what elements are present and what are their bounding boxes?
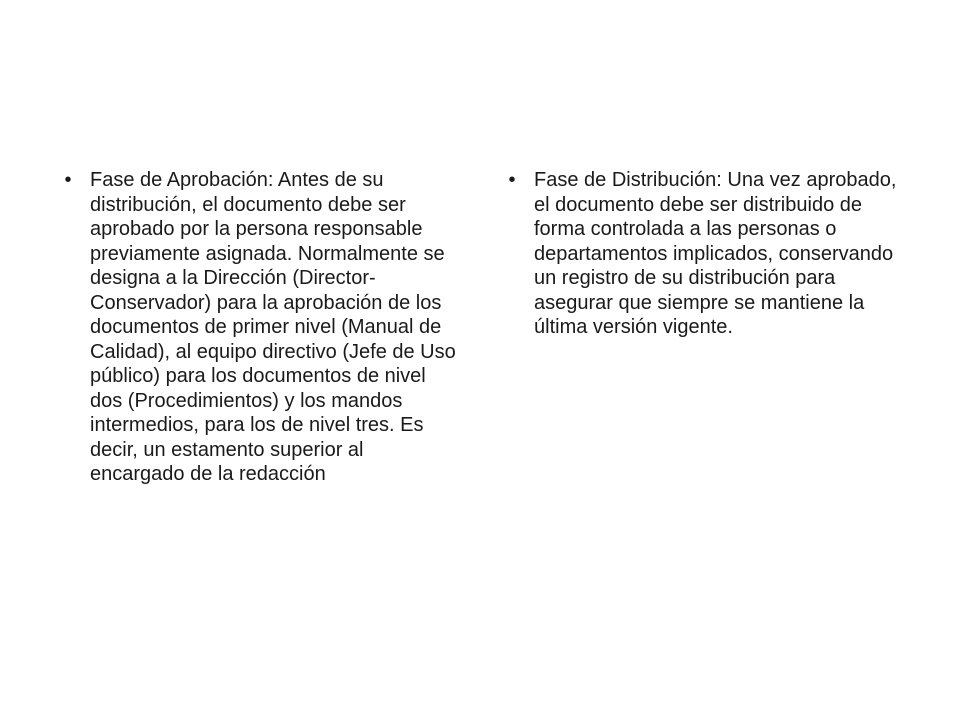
bullet-approval-phase xyxy=(60,168,460,487)
right-column xyxy=(504,168,904,340)
distribution-phase-text: Fase de Distribución: Una vez aprobado, el documento debe ser distribuido de forma controlada a las personas o departamentos implicados, conservando un registro de su distribución para asegurar que siempre se mantiene la última versión vigente. xyxy=(534,169,897,338)
left-column xyxy=(60,168,460,487)
approval-phase-text: Fase de Aprobación: Antes de su distribución, el documento debe ser aprobado por la persona responsable previamente asignada. Normalmente se designa a la Dirección (Director-Conservador) para la aprobación de los documentos de primer nivel (Manual de Calidad), al equipo directivo (Jefe de Uso público) para los documentos de nivel dos (Procedimientos) y los mandos intermedios, para los de nivel tres. Es decir, un estamento superior al encargado de la redacción xyxy=(90,169,456,485)
bullet-icon: • xyxy=(64,169,72,191)
bullet-icon: • xyxy=(508,169,516,191)
bullet-distribution-phase xyxy=(504,168,904,340)
